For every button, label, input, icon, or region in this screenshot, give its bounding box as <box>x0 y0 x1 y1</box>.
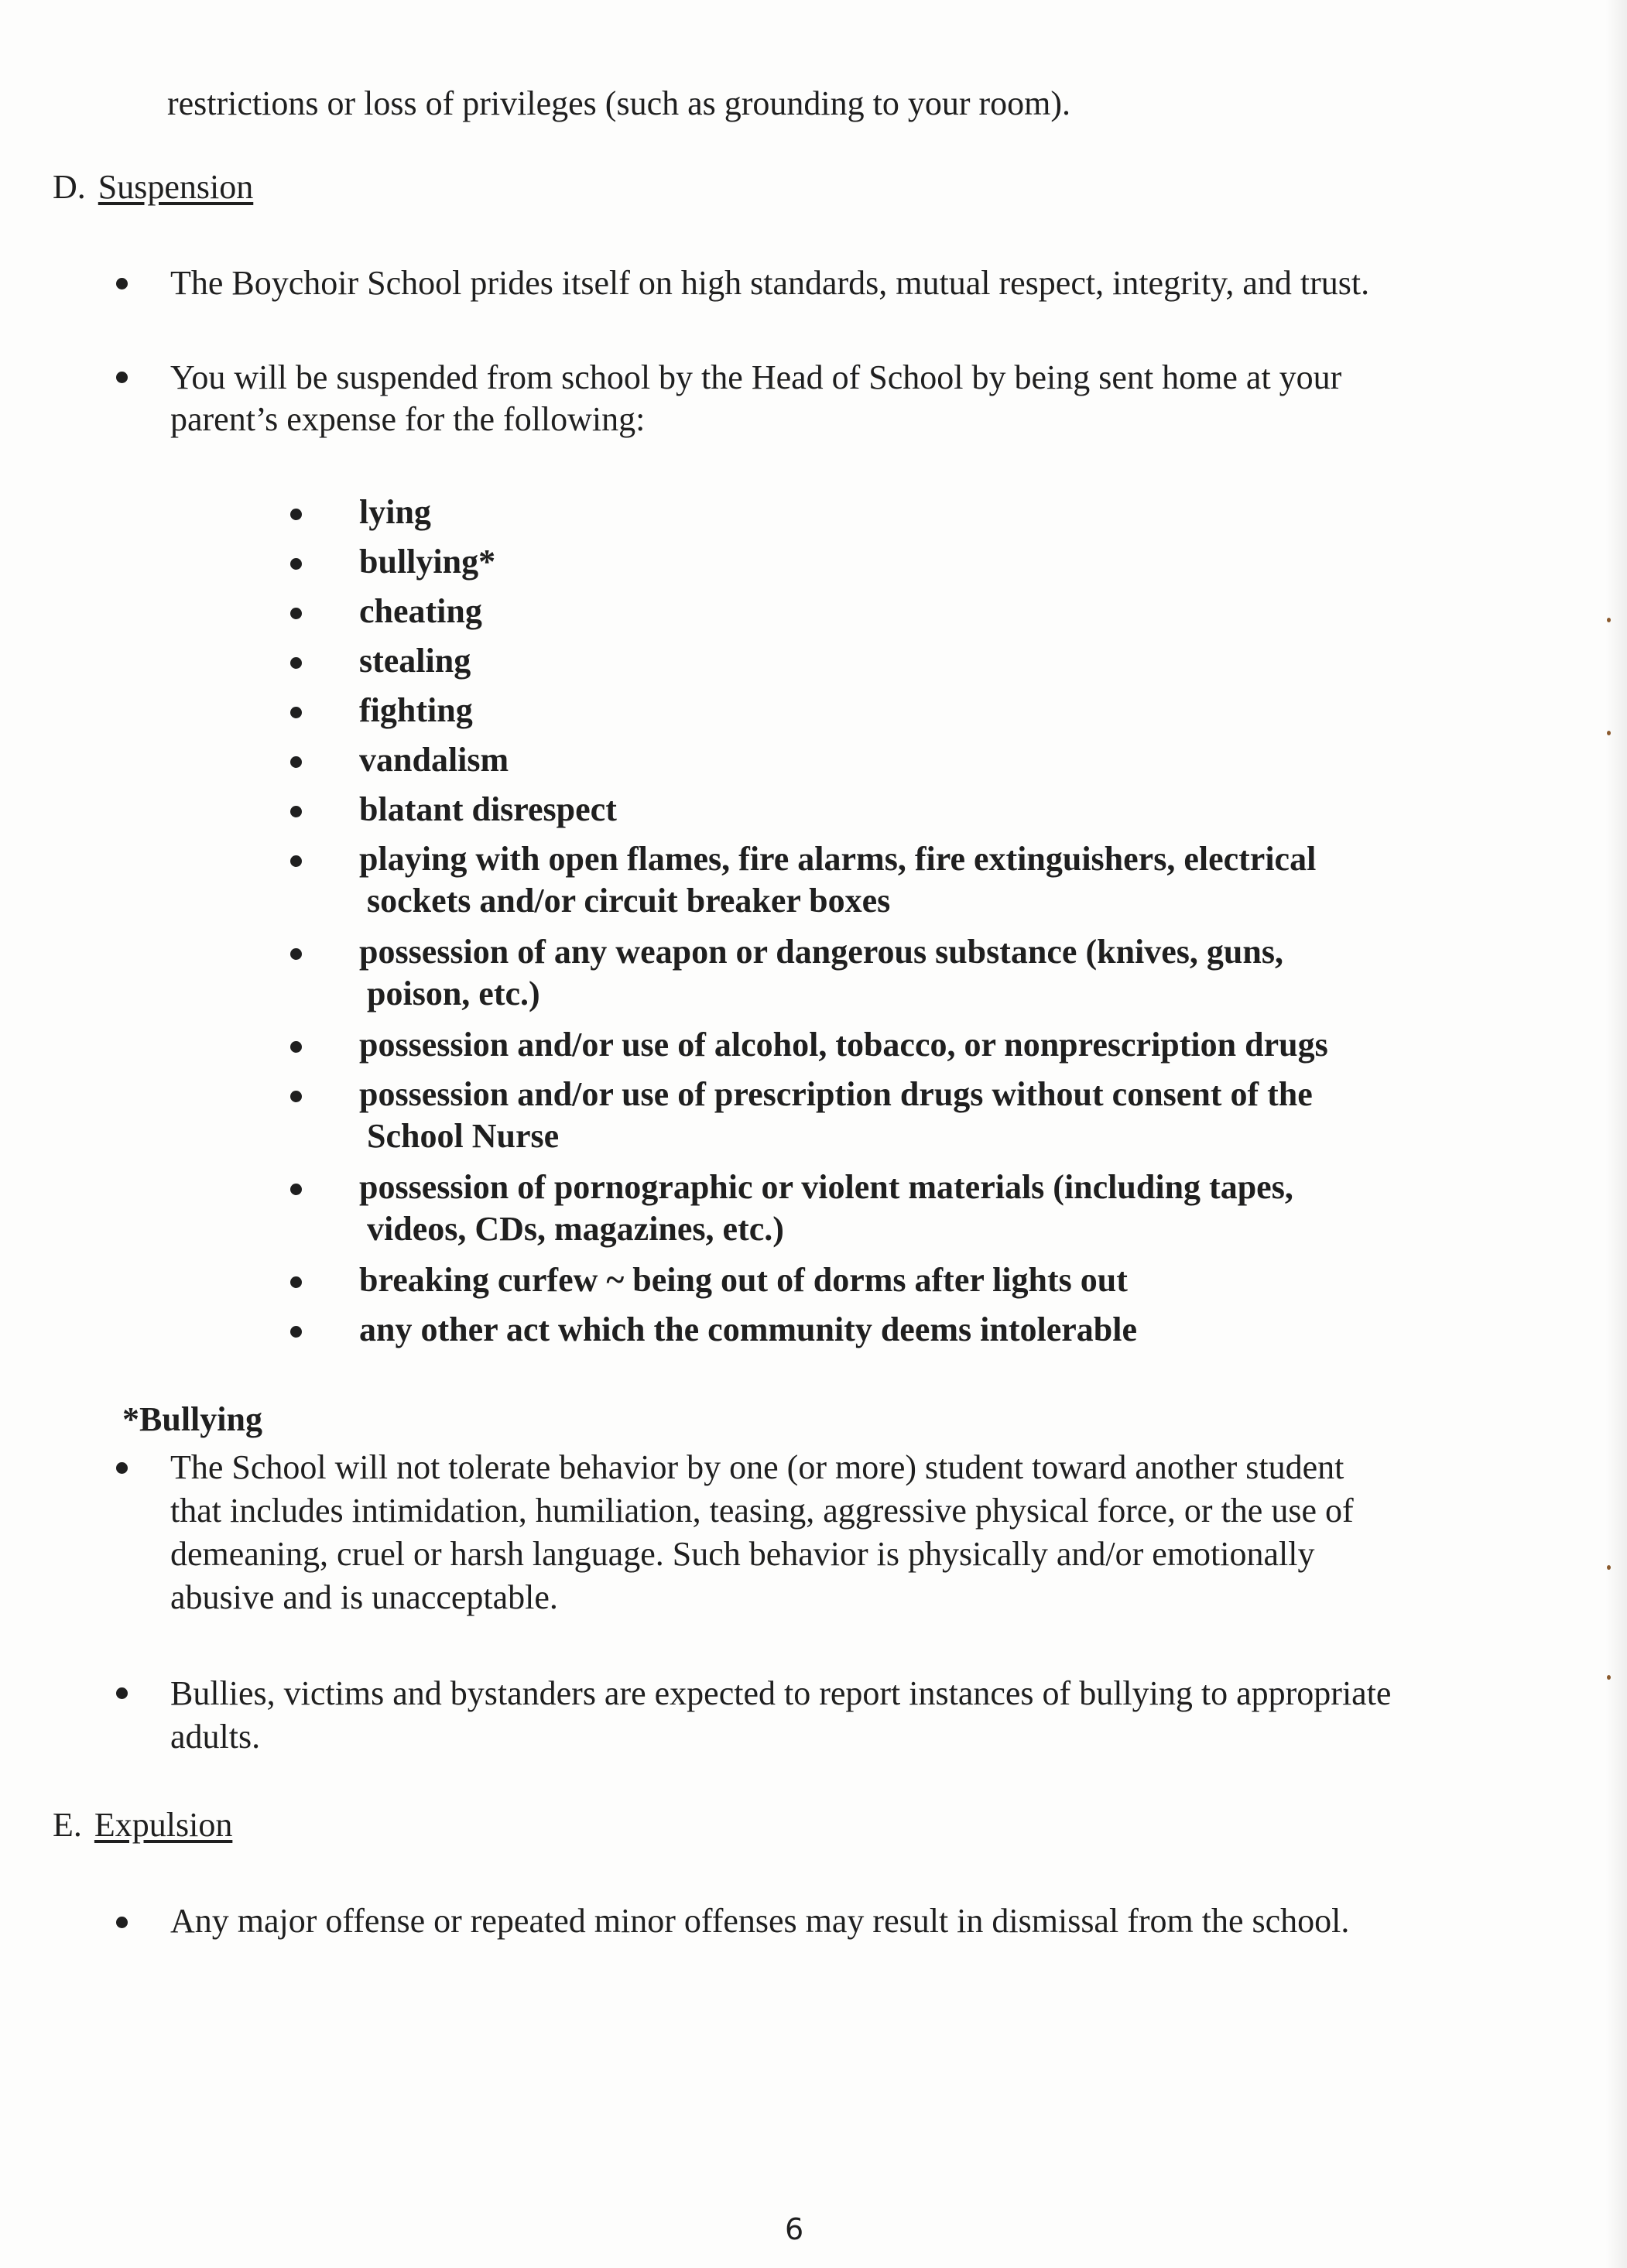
section-d-heading <box>53 167 253 207</box>
offense-item: blatant disrespect <box>359 790 617 828</box>
bullying-paragraph-2-line: adults. <box>170 1718 261 1756</box>
offense-item: any other act which the community deems intolerable <box>359 1310 1137 1348</box>
bullet-icon <box>290 948 302 960</box>
bullying-paragraph-1-line: demeaning, cruel or harsh language. Such behavior is physically and/or emotionally <box>170 1535 1315 1573</box>
offense-item: possession of any weapon or dangerous substance (knives, guns, <box>359 933 1283 971</box>
bullet-icon <box>116 1462 128 1474</box>
bullet-icon <box>290 608 302 619</box>
bullet-icon <box>290 1091 302 1102</box>
bullet-icon <box>290 1184 302 1195</box>
offense-item: breaking curfew ~ being out of dorms after lights out <box>359 1261 1128 1299</box>
offense-item: possession of pornographic or violent materials (including tapes, <box>359 1168 1293 1206</box>
bullet-icon <box>290 1326 302 1338</box>
offense-item-continuation: videos, CDs, magazines, etc.) <box>367 1210 784 1248</box>
section-d-title: Suspension <box>98 168 254 206</box>
scan-speck <box>1607 1675 1611 1680</box>
offense-item-continuation: poison, etc.) <box>367 975 540 1012</box>
section-e-letter: E. <box>53 1806 82 1844</box>
offense-item-continuation: School Nurse <box>367 1117 560 1155</box>
offense-item: fighting <box>359 691 473 729</box>
section-e-title: Expulsion <box>94 1806 233 1844</box>
scan-speck <box>1607 731 1611 735</box>
offense-item-continuation: sockets and/or circuit breaker boxes <box>367 882 891 920</box>
suspension-paragraph-1: The Boychoir School prides itself on high standards, mutual respect, integrity, and trust. <box>170 264 1370 302</box>
scan-edge-shadow <box>1605 0 1627 2268</box>
offense-item: vandalism <box>359 741 509 779</box>
scan-speck <box>1607 618 1611 622</box>
expulsion-paragraph-1: Any major offense or repeated minor offenses may result in dismissal from the school. <box>170 1902 1350 1940</box>
bullet-icon <box>290 1276 302 1288</box>
offense-item: possession and/or use of prescription drugs without consent of the <box>359 1075 1313 1113</box>
offense-item: cheating <box>359 592 482 630</box>
suspension-paragraph-2-line-2: parent’s expense for the following: <box>170 400 646 438</box>
page-number: 6 <box>785 2212 804 2246</box>
offense-item: playing with open flames, fire alarms, fire extinguishers, electrical <box>359 840 1317 878</box>
section-e-heading <box>53 1805 232 1845</box>
bullet-icon <box>290 707 302 718</box>
section-d-letter: D. <box>53 168 86 206</box>
bullet-icon <box>116 372 128 383</box>
scan-speck <box>1607 1565 1611 1570</box>
bullet-icon <box>290 756 302 768</box>
bullying-paragraph-2-line: Bullies, victims and bystanders are expected to report instances of bullying to appropriate <box>170 1674 1392 1712</box>
bullet-icon <box>116 1917 128 1928</box>
suspension-paragraph-2-line-1: You will be suspended from school by the Head of School by being sent home at your <box>170 358 1342 396</box>
bullet-icon <box>116 1687 128 1699</box>
bullet-icon <box>290 806 302 817</box>
bullet-icon <box>116 278 128 289</box>
offense-item: lying <box>359 493 431 531</box>
bullet-icon <box>290 509 302 520</box>
bullet-icon <box>290 558 302 570</box>
bullying-paragraph-1-line: The School will not tolerate behavior by one (or more) student toward another student <box>170 1448 1344 1486</box>
offense-item: possession and/or use of alcohol, tobacco, or nonprescription drugs <box>359 1026 1328 1064</box>
offense-item: stealing <box>359 642 471 680</box>
bullet-icon <box>290 855 302 867</box>
offense-item: bullying* <box>359 543 496 581</box>
bullet-icon <box>290 1041 302 1053</box>
bullying-paragraph-1-line: abusive and is unacceptable. <box>170 1578 558 1616</box>
bullet-icon <box>290 657 302 669</box>
bullying-paragraph-1-line: that includes intimidation, humiliation, teasing, aggressive physical force, or the use of <box>170 1492 1354 1530</box>
intro-line: restrictions or loss of privileges (such as grounding to your room). <box>167 84 1071 122</box>
bullying-heading: *Bullying <box>122 1400 262 1438</box>
